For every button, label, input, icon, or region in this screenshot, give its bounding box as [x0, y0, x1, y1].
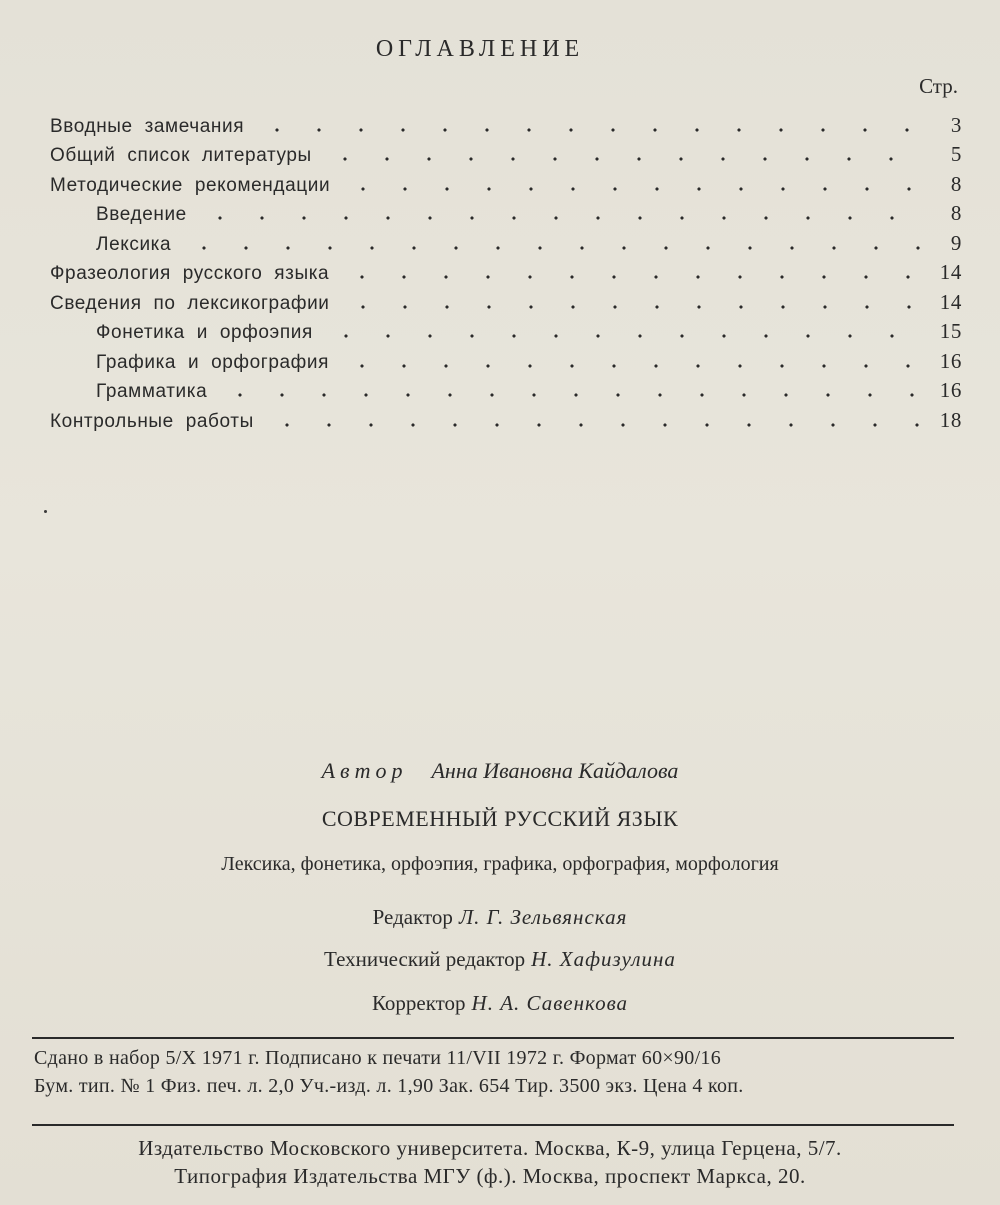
- toc-entry-title: Графика и орфография: [96, 351, 329, 373]
- toc-leader-dots: [256, 128, 924, 132]
- toc-leader-dots: [183, 246, 924, 250]
- toc-leader-dots: [325, 334, 924, 338]
- toc-entry-title: Фонетика и орфоэпия: [96, 322, 313, 343]
- author-name: Анна Ивановна Кайдалова: [431, 758, 679, 783]
- publisher-line: Издательство Московского университета. Москва, К-9, улица Герцена, 5/7.: [138, 1136, 842, 1160]
- page-column-label: Стр.: [919, 74, 958, 98]
- toc-leader-dots: [342, 187, 924, 191]
- toc-leader-dots: [266, 423, 924, 427]
- toc-entry: [50, 344, 962, 374]
- toc-leader-dots: [341, 275, 924, 279]
- toc-entry: [50, 315, 962, 345]
- toc-entry-title: Введение: [96, 204, 187, 225]
- toc-entry-title: Грамматика: [96, 381, 208, 402]
- stray-ink-dot: [44, 510, 47, 513]
- printer-line: Типография Издательства МГУ (ф.). Москва, проспект Маркса, 20.: [174, 1164, 806, 1188]
- toc-entry-page: 8: [950, 201, 962, 225]
- toc-entry-page: 3: [950, 112, 962, 137]
- tech-editor-name: Н. Хафизулина: [531, 947, 676, 971]
- toc-entry-page: 18: [939, 407, 962, 432]
- book-subtitle: Лексика, фонетика, орфоэпия, графика, орфография, морфология: [221, 853, 779, 875]
- toc-entry: [50, 226, 962, 256]
- toc-entry-title: Методические рекомендации: [50, 174, 331, 196]
- editor-label: Редактор: [372, 905, 453, 929]
- toc-entry: [50, 403, 962, 433]
- toc-leader-dots: [324, 157, 924, 161]
- corrector-label: Корректор: [371, 991, 466, 1015]
- toc-entry-title: Фразеология русского языка: [50, 263, 330, 284]
- toc-entry: [50, 197, 962, 227]
- toc-entry: [50, 256, 962, 286]
- toc-entry-title: Сведения по лексикографии: [50, 292, 330, 314]
- author-line: [0, 758, 1000, 784]
- print-details-line: Бум. тип. № 1 Физ. печ. л. 2,0 Уч.-изд. л. 1,90 Зак. 654 Тир. 3500 экз. Цена 4 коп.: [34, 1075, 744, 1097]
- toc-entry-page: 5: [950, 142, 962, 166]
- toc-leader-dots: [219, 393, 924, 397]
- toc-leader-dots: [342, 305, 924, 309]
- toc-leader-dots: [341, 364, 924, 368]
- editor-name: Л. Г. Зельвянская: [458, 905, 628, 929]
- toc-leader-dots: [199, 216, 924, 220]
- book-title: СОВРЕМЕННЫЙ РУССКИЙ ЯЗЫК: [321, 806, 679, 831]
- corrector-credit: [0, 991, 1000, 1016]
- toc-entry-title: Вводные замечания: [50, 115, 245, 137]
- toc-entry: [50, 138, 962, 168]
- toc-entry: [50, 285, 962, 315]
- toc-entry-title: Общий список литературы: [50, 145, 312, 166]
- toc-entry-page: 8: [950, 171, 962, 196]
- toc-entry-page: 15: [939, 319, 962, 343]
- divider-rule: [32, 1037, 954, 1039]
- toc-entry-page: 14: [939, 260, 962, 284]
- author-label: Автор: [321, 758, 408, 783]
- corrector-name: Н. А. Савенкова: [471, 991, 629, 1015]
- editor-credit: [0, 905, 1000, 930]
- toc-entry-title: Контрольные работы: [50, 410, 254, 432]
- tech-editor-label: Технический редактор: [324, 947, 526, 971]
- toc-entry-page: 16: [939, 348, 962, 373]
- toc-heading: ОГЛАВЛЕНИЕ: [375, 36, 585, 62]
- toc-entry: [50, 167, 962, 197]
- toc-entry-title: Лексика: [96, 233, 172, 255]
- toc-entry-page: 9: [950, 230, 962, 255]
- toc-entry: [50, 108, 962, 138]
- print-details-line: Сдано в набор 5/X 1971 г. Подписано к печати 11/VII 1972 г. Формат 60×90/16: [34, 1047, 722, 1069]
- divider-rule: [32, 1124, 954, 1126]
- toc-entry-page: 16: [939, 378, 962, 402]
- toc-entry-page: 14: [939, 289, 962, 314]
- tech-editor-credit: [0, 947, 1000, 972]
- toc-entry: [50, 374, 962, 404]
- table-of-contents: [50, 108, 962, 433]
